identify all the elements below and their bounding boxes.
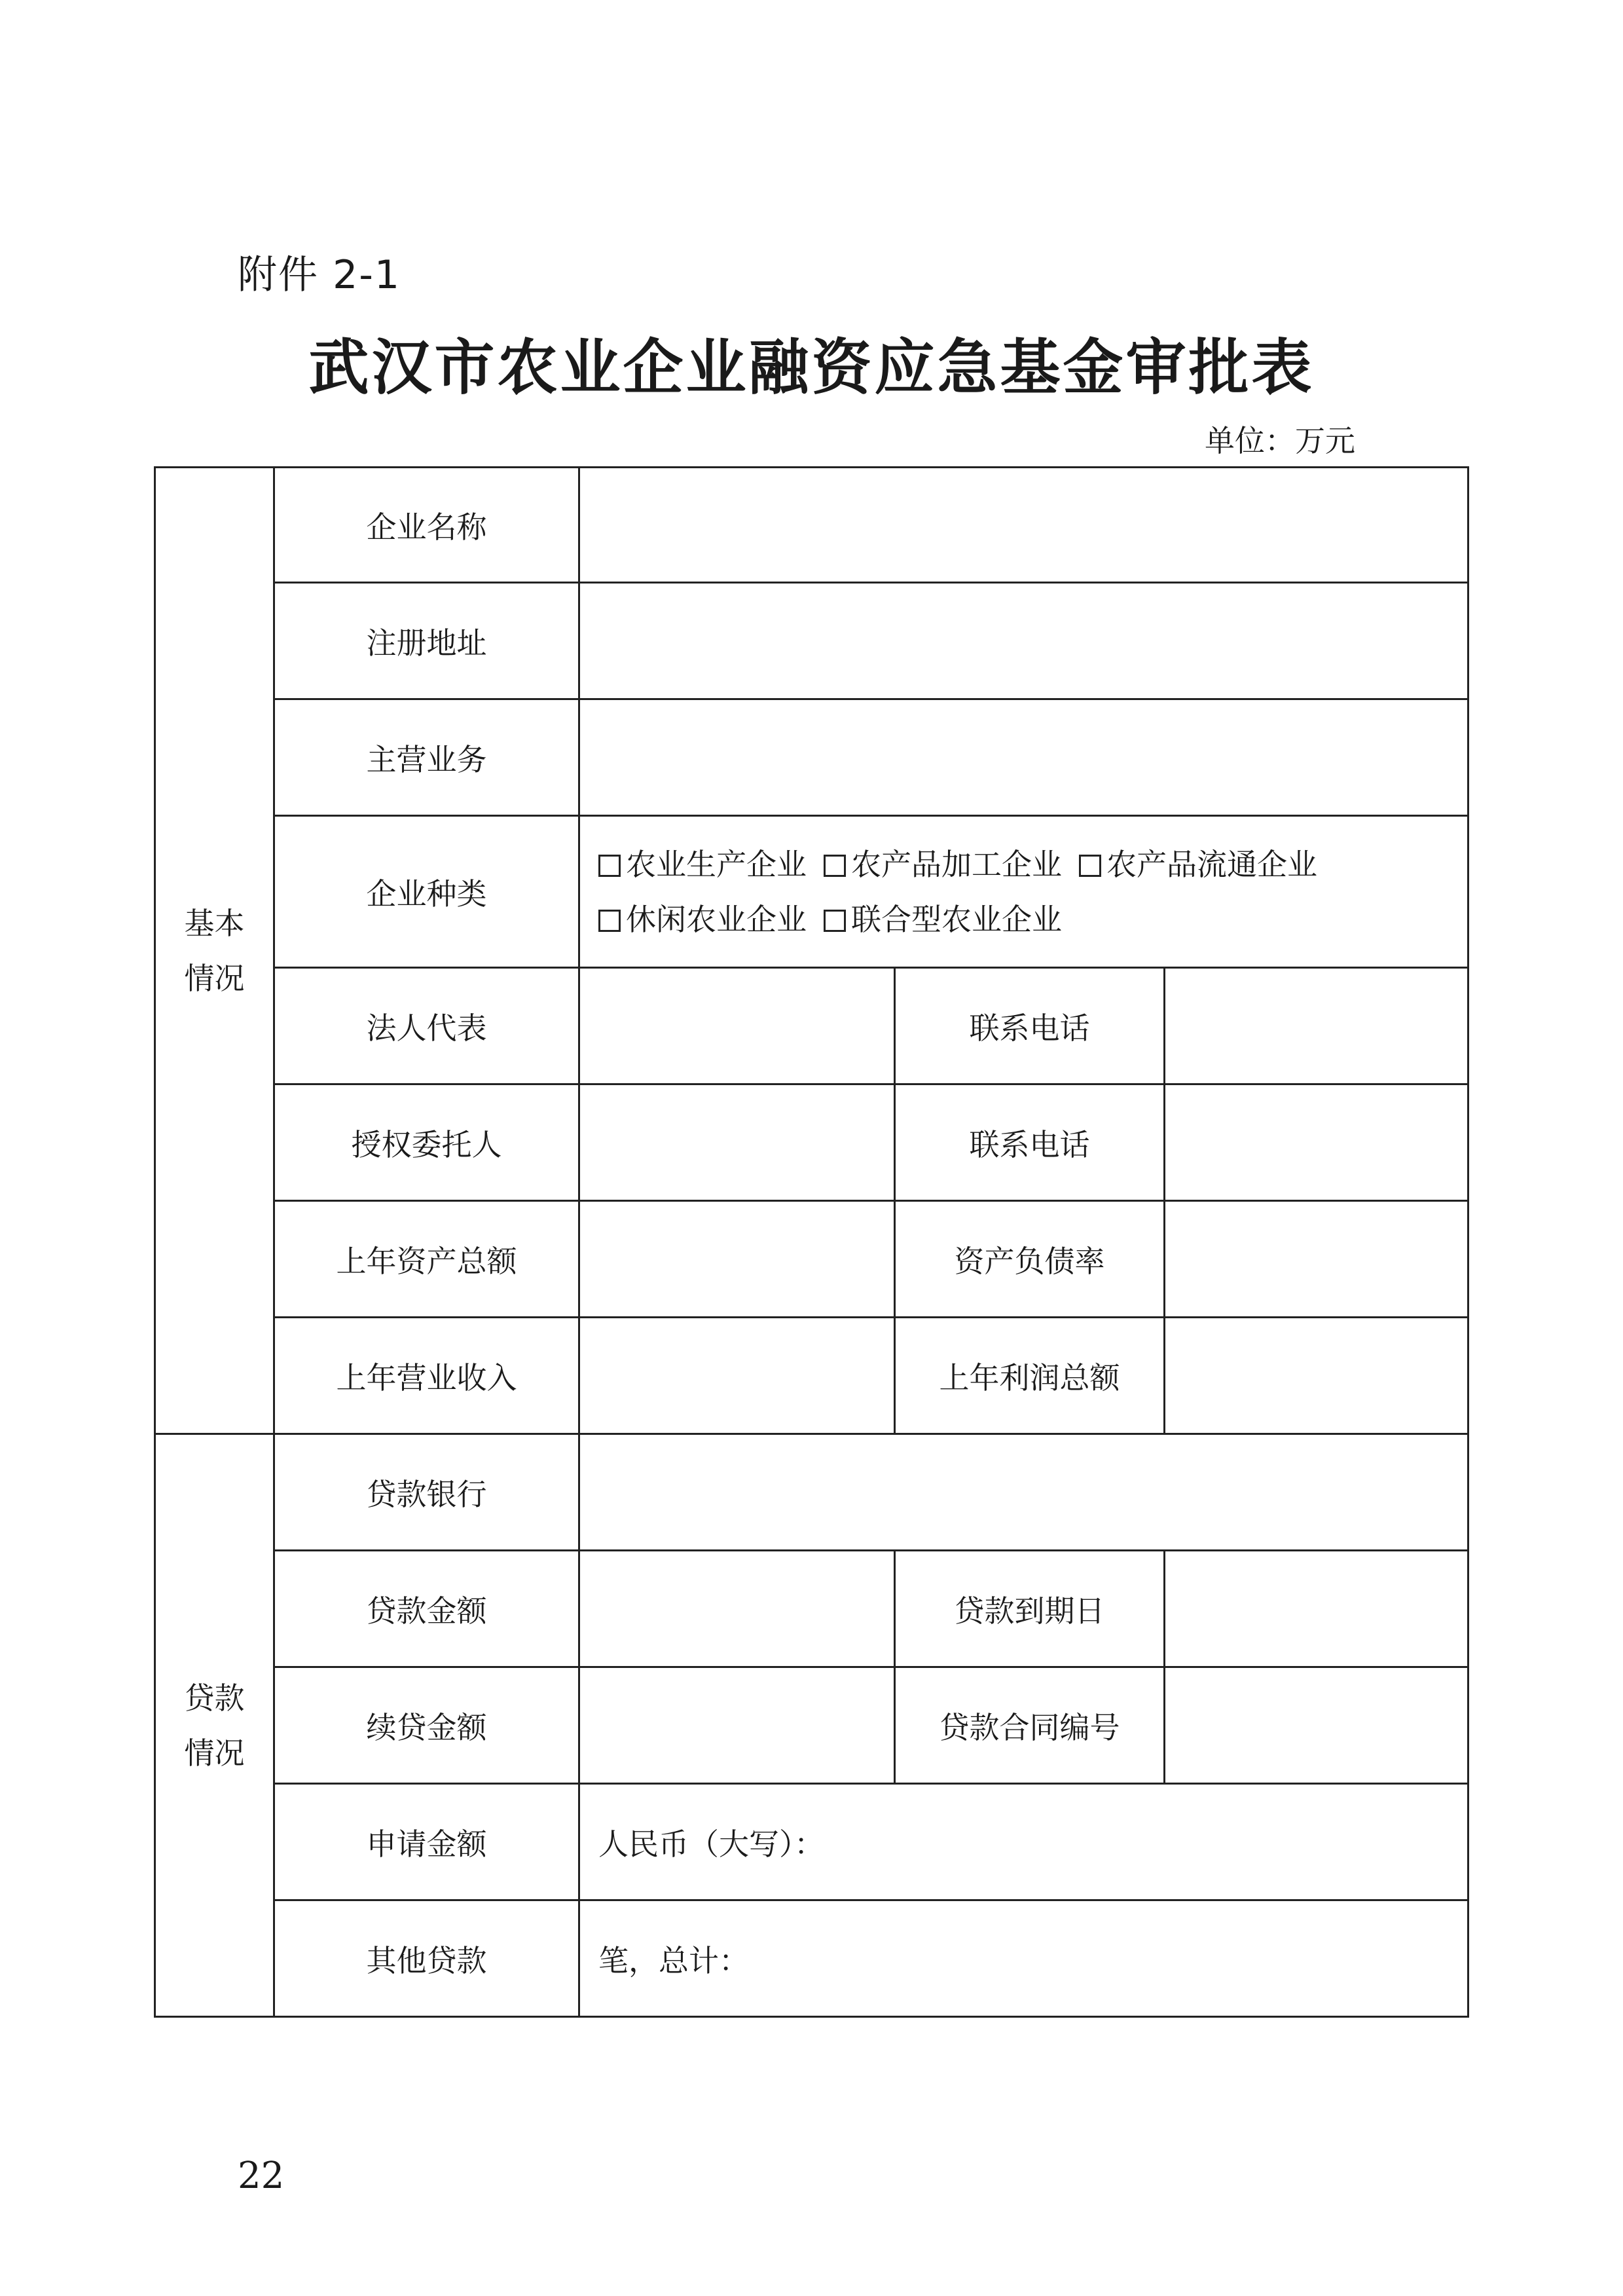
- loan-contract-no-field[interactable]: [1165, 1667, 1468, 1784]
- form-row: [155, 1318, 1468, 1434]
- attachment-label: 附件 2-1: [238, 252, 401, 298]
- contact-phone-1-label: 联系电话: [895, 968, 1165, 1084]
- form-row: [155, 1084, 1468, 1201]
- section-basic-line2: 情况: [184, 960, 245, 996]
- form-title: 武汉市农业企业融资应急基金审批表: [308, 332, 1315, 403]
- apply-amount-label: 申请金额: [274, 1784, 579, 1900]
- other-loans-text: 笔，总计：: [598, 1942, 749, 1978]
- unit-note: 单位：万元: [1205, 423, 1355, 458]
- form-row: [155, 1784, 1468, 1900]
- company-name-label: 企业名称: [274, 468, 579, 583]
- renewal-amount-label: 续贷金额: [274, 1667, 579, 1784]
- company-type-option[interactable]: [824, 892, 1062, 947]
- checkbox-icon[interactable]: [598, 910, 621, 932]
- total-assets-label: 上年资产总额: [274, 1201, 579, 1318]
- form-row: [155, 968, 1468, 1084]
- company-type-option[interactable]: [598, 837, 807, 892]
- other-loans-field[interactable]: [579, 1900, 1468, 2017]
- company-type-option[interactable]: [824, 837, 1062, 892]
- loan-amount-field[interactable]: [579, 1551, 895, 1667]
- loan-contract-no-label: 贷款合同编号: [895, 1667, 1165, 1784]
- form-row: [155, 816, 1468, 968]
- company-type-option-label: 农产品流通企业: [1106, 846, 1317, 882]
- registered-address-label: 注册地址: [274, 583, 579, 699]
- form-row: [155, 1900, 1468, 2017]
- company-type-line-2: [598, 892, 1467, 947]
- apply-amount-prefix: 人民币（大写）：: [598, 1826, 824, 1862]
- company-type-option[interactable]: [1079, 837, 1317, 892]
- company-type-line-1: [598, 837, 1467, 892]
- checkbox-icon[interactable]: [824, 855, 846, 877]
- form-row: [155, 699, 1468, 816]
- other-loans-label: 其他贷款: [274, 1900, 579, 2017]
- authorized-agent-field[interactable]: [579, 1084, 895, 1201]
- profit-label: 上年利润总额: [895, 1318, 1165, 1434]
- registered-address-field[interactable]: [579, 583, 1468, 699]
- revenue-field[interactable]: [579, 1318, 895, 1434]
- company-type-option-label: 农业生产企业: [626, 846, 807, 882]
- section-loan-line1: 贷款: [184, 1680, 245, 1716]
- section-basic-info: [155, 468, 274, 1434]
- form-row: [155, 583, 1468, 699]
- profit-field[interactable]: [1165, 1318, 1468, 1434]
- company-type-label: 企业种类: [274, 816, 579, 968]
- section-loan-info: [155, 1434, 274, 2017]
- contact-phone-2-label: 联系电话: [895, 1084, 1165, 1201]
- debt-ratio-label: 资产负债率: [895, 1201, 1165, 1318]
- form-row: [155, 468, 1468, 583]
- total-assets-field[interactable]: [579, 1201, 895, 1318]
- contact-phone-2-field[interactable]: [1165, 1084, 1468, 1201]
- form-row: [155, 1667, 1468, 1784]
- checkbox-icon[interactable]: [598, 855, 621, 877]
- revenue-label: 上年营业收入: [274, 1318, 579, 1434]
- company-type-options: [579, 816, 1468, 968]
- checkbox-icon[interactable]: [824, 910, 846, 932]
- company-type-option-label: 休闲农业企业: [626, 901, 807, 937]
- company-name-field[interactable]: [579, 468, 1468, 583]
- loan-due-date-field[interactable]: [1165, 1551, 1468, 1667]
- authorized-agent-label: 授权委托人: [274, 1084, 579, 1201]
- company-type-option[interactable]: [598, 892, 807, 947]
- loan-amount-label: 贷款金额: [274, 1551, 579, 1667]
- legal-rep-field[interactable]: [579, 968, 895, 1084]
- form-row: [155, 1434, 1468, 1551]
- main-business-label: 主营业务: [274, 699, 579, 816]
- approval-form-table: [154, 466, 1469, 2018]
- debt-ratio-field[interactable]: [1165, 1201, 1468, 1318]
- section-loan-line2: 情况: [184, 1735, 245, 1771]
- contact-phone-1-field[interactable]: [1165, 968, 1468, 1084]
- company-type-option-label: 农产品加工企业: [851, 846, 1062, 882]
- renewal-amount-field[interactable]: [579, 1667, 895, 1784]
- apply-amount-field[interactable]: [579, 1784, 1468, 1900]
- page-number: 22: [238, 2155, 285, 2197]
- form-row: [155, 1201, 1468, 1318]
- section-basic-line1: 基本: [184, 905, 245, 941]
- legal-rep-label: 法人代表: [274, 968, 579, 1084]
- checkbox-icon[interactable]: [1079, 855, 1101, 877]
- form-row: [155, 1551, 1468, 1667]
- loan-bank-field[interactable]: [579, 1434, 1468, 1551]
- main-business-field[interactable]: [579, 699, 1468, 816]
- loan-bank-label: 贷款银行: [274, 1434, 579, 1551]
- company-type-option-label: 联合型农业企业: [851, 901, 1062, 937]
- loan-due-date-label: 贷款到期日: [895, 1551, 1165, 1667]
